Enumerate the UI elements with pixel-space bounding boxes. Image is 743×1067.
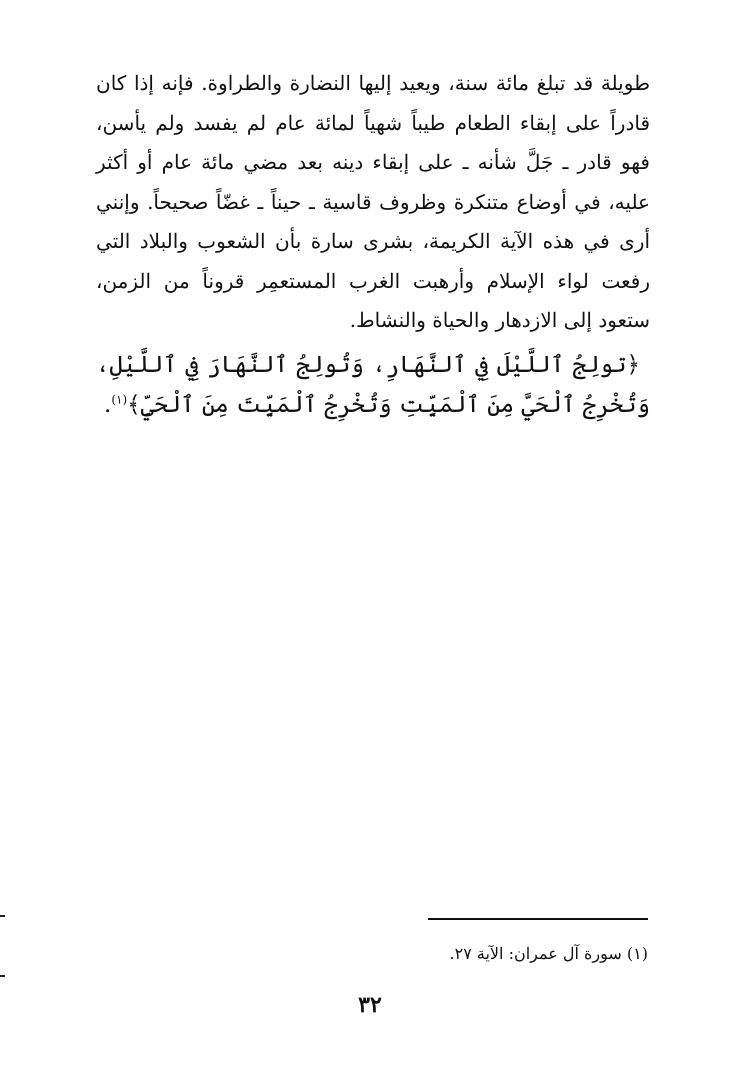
verse-text: ﴿تولِجُ ٱللَّيْلَ فِي ٱلنَّهَارِ، وَتُولِجُ ٱلنَّهَارَ فِي ٱللَّيْلِ، وَتُخْرِجُ ٱلْحَيَّ مِنَ ٱلْمَيِّتِ وَتُخْرِجُ ٱلْمَيِّتَ مِنَ ٱلْحَيِّ﴾ (96, 351, 650, 418)
page-number: ٣٢ (358, 992, 382, 1018)
footnote-separator (428, 918, 648, 920)
verse-end-punctuation: . (104, 391, 112, 418)
scan-edge-mark (0, 975, 5, 977)
body-paragraph: طويلة قد تبلغ مائة سنة، ويعيد إليها النضارة والطراوة. فإنه إذا كان قادراً على إبقاء الطعام طيباً شهياً لمائة عام لم يفسد ولم يأسن، فهو قادر ـ جَلَّ شأنه ـ على إبقاء دينه بعد مضي مائة عام أو أكثر عليه، في أوضاع متنكرة وظروف قاسية ـ حيناً ـ غضّاً صحيحاً. وإنني أرى في هذه الآية الكريمة، بشرى سارة بأن الشعوب والبلاد التي رفعت لواء الإسلام وأرهبت الغرب المستعمِر قروناً من الزمن، ستعود إلى الازدهار والحياة والنشاط. (96, 71, 650, 332)
footnote: (١) سورة آل عمران: الآية ٢٧. (449, 944, 648, 963)
quran-verse (96, 345, 650, 425)
main-text-block (96, 64, 650, 425)
scan-edge-mark (0, 915, 5, 917)
footnote-reference[interactable]: (١) (111, 391, 128, 406)
